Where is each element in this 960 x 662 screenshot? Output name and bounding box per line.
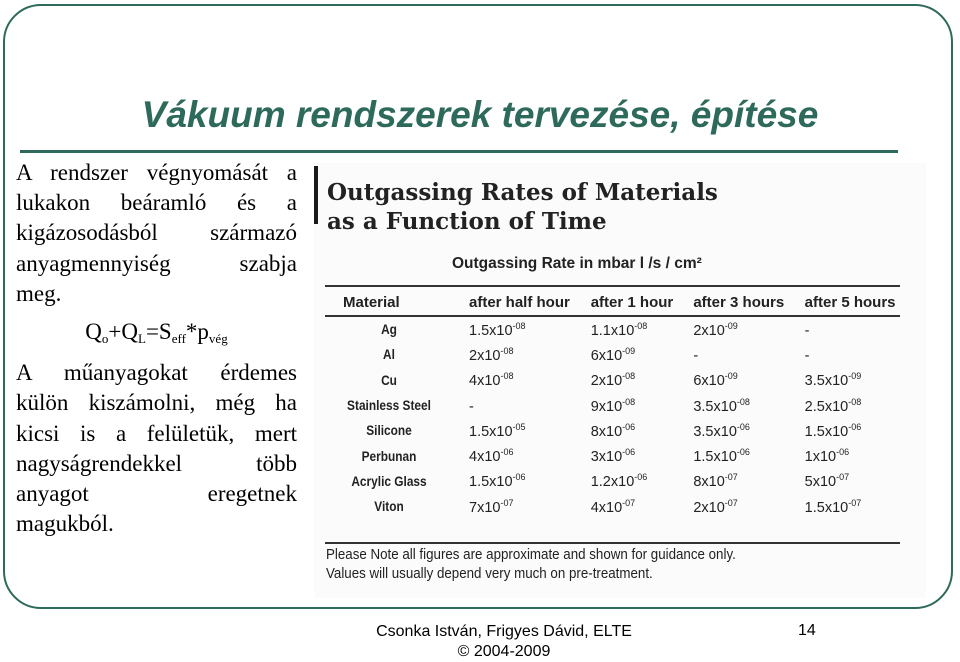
- rate-exponent: -08: [512, 320, 526, 331]
- rate-exponent: -07: [836, 472, 850, 483]
- column-header: after 5 hours: [789, 290, 900, 316]
- formula-sub: L: [138, 331, 146, 347]
- rate-cell: [575, 316, 678, 342]
- rate-mantissa: 9x10: [590, 398, 623, 415]
- rate-cell: [789, 342, 900, 367]
- rate-mantissa: -: [804, 347, 810, 364]
- rate-exponent: -06: [634, 472, 648, 483]
- rate-exponent: -06: [736, 447, 750, 458]
- rate-cell: [575, 494, 678, 519]
- rate-mantissa: 6x10: [590, 347, 623, 364]
- rate-mantissa: 4x10: [469, 449, 501, 466]
- rate-exponent: -07: [724, 472, 738, 483]
- rate-mantissa: -: [693, 347, 699, 364]
- rate-mantissa: 8x10: [693, 474, 725, 491]
- rate-mantissa: 2x10: [693, 322, 725, 339]
- rate-cell: [453, 443, 575, 468]
- rate-exponent: -08: [500, 345, 514, 356]
- rate-mantissa: 1.5x10: [804, 499, 849, 516]
- rate-exponent: -05: [512, 421, 526, 432]
- table-row: [325, 418, 900, 443]
- formula: [16, 317, 297, 354]
- rate-exponent: -09: [724, 320, 738, 331]
- text-line: A műanyagokat érdemes: [16, 360, 297, 386]
- rate-exponent: -06: [500, 447, 514, 458]
- body-text: [16, 158, 297, 539]
- outgassing-table: [325, 290, 900, 519]
- table-row: [325, 393, 900, 418]
- rate-cell: [453, 316, 575, 342]
- rate-exponent: -08: [736, 396, 750, 407]
- text-line: meg.: [16, 280, 62, 306]
- table-row: [325, 494, 900, 519]
- footer-authors: Csonka István, Frigyes Dávid, ELTE: [376, 623, 632, 640]
- rate-cell: [453, 494, 575, 519]
- rate-exponent: -09: [622, 345, 636, 356]
- rate-cell: [677, 418, 788, 443]
- rate-mantissa: 3.5x10: [693, 423, 737, 440]
- table-subtitle: Outgassing Rate in mbar l /s / cm²: [452, 255, 702, 272]
- rate-mantissa: 5x10: [804, 474, 837, 491]
- text-line: lukakon beáramló és a: [16, 190, 297, 216]
- rate-mantissa: 2x10: [469, 347, 501, 364]
- rate-cell: [575, 368, 678, 393]
- rate-cell: [789, 494, 900, 519]
- rate-cell: [677, 316, 788, 342]
- column-header: after 3 hours: [677, 290, 788, 316]
- formula-q: +Q: [108, 319, 138, 345]
- rate-cell: [677, 368, 788, 393]
- title-underline: [20, 150, 898, 153]
- rate-mantissa: 1.5x10: [693, 449, 737, 466]
- table-body: [325, 316, 900, 519]
- text-line: magukból.: [16, 511, 114, 537]
- rate-mantissa: 4x10: [590, 499, 623, 516]
- rate-exponent: -07: [622, 497, 636, 508]
- rate-cell: [575, 418, 678, 443]
- rate-cell: [789, 316, 900, 342]
- rate-exponent: -07: [500, 497, 514, 508]
- rate-mantissa: 7x10: [469, 499, 501, 516]
- material-cell: Acrylic Glass: [351, 473, 427, 489]
- rate-exponent: -09: [724, 371, 738, 382]
- rate-exponent: -07: [724, 497, 738, 508]
- table-row: [325, 368, 900, 393]
- rate-exponent: -06: [512, 472, 526, 483]
- material-cell: Stainless Steel: [347, 398, 431, 414]
- table-row: [325, 469, 900, 494]
- table-note: [326, 546, 736, 584]
- rate-mantissa: -: [469, 398, 474, 415]
- rate-exponent: -08: [500, 371, 514, 382]
- rate-cell: [789, 443, 900, 468]
- rate-mantissa: 4x10: [469, 373, 501, 390]
- table-bottom-rule: [325, 542, 900, 544]
- rate-mantissa: 1.5x10: [804, 423, 849, 440]
- rate-mantissa: 2.5x10: [804, 398, 849, 415]
- material-cell: Perbunan: [361, 448, 417, 464]
- rate-mantissa: 2x10: [693, 499, 725, 516]
- text-line: nagyságrendekkel több: [16, 450, 297, 476]
- rate-cell: [575, 342, 678, 367]
- table-title-line: Outgassing Rates of Materials: [327, 179, 718, 206]
- rate-exponent: -06: [622, 421, 636, 432]
- title-bar-decoration: [314, 166, 318, 224]
- formula-sub: o: [101, 331, 109, 347]
- rate-mantissa: 3.5x10: [804, 373, 849, 390]
- material-cell: Silicone: [366, 423, 412, 439]
- formula-p: *p: [185, 319, 209, 345]
- text-line: anyagot eregetnek: [16, 481, 297, 507]
- table-row: [325, 342, 900, 367]
- table-header-row: [325, 290, 900, 316]
- table-row: [325, 316, 900, 342]
- formula-sub: vég: [208, 331, 228, 347]
- rate-exponent: -08: [634, 320, 648, 331]
- rate-exponent: -08: [622, 396, 636, 407]
- rate-cell: [677, 393, 788, 418]
- text-line: A rendszer végnyomását a: [16, 160, 297, 185]
- rate-cell: [453, 418, 575, 443]
- rate-cell: [453, 368, 575, 393]
- rate-cell: [575, 469, 678, 494]
- rate-cell: [575, 443, 678, 468]
- rate-cell: [453, 393, 575, 418]
- material-cell: Viton: [374, 499, 404, 515]
- rate-mantissa: 1.1x10: [590, 322, 635, 339]
- table-top-rule: [325, 285, 900, 287]
- rate-mantissa: 3.5x10: [693, 398, 737, 415]
- rate-mantissa: -: [804, 322, 810, 339]
- page-number: 14: [798, 622, 816, 639]
- column-header: Material: [325, 290, 453, 316]
- rate-cell: [677, 443, 788, 468]
- rate-exponent: -06: [848, 421, 862, 432]
- slide-title: Vákuum rendszerek tervezése, építése: [141, 94, 819, 135]
- note-line: Please Note all figures are approximate and shown for guidance only.: [326, 547, 736, 563]
- text-line: kicsi is a felületük, mert: [16, 420, 297, 446]
- rate-cell: [789, 393, 900, 418]
- rate-cell: [677, 494, 788, 519]
- rate-mantissa: 2x10: [590, 373, 623, 390]
- note-line: Values will usually depend very much on pre-treatment.: [326, 566, 653, 582]
- table-row: [325, 443, 900, 468]
- table-title: [327, 178, 747, 236]
- column-header: after 1 hour: [575, 290, 678, 316]
- rate-mantissa: 8x10: [590, 423, 623, 440]
- rate-exponent: -06: [736, 421, 750, 432]
- rate-exponent: -06: [836, 447, 850, 458]
- rate-cell: [677, 469, 788, 494]
- rate-cell: [453, 342, 575, 367]
- material-cell: Ag: [381, 322, 397, 338]
- rate-exponent: -08: [622, 371, 636, 382]
- rate-mantissa: 1.5x10: [469, 423, 513, 440]
- rate-mantissa: 1x10: [804, 449, 837, 466]
- rate-cell: [575, 393, 678, 418]
- rate-mantissa: 3x10: [590, 449, 623, 466]
- rate-mantissa: 1.2x10: [590, 474, 635, 491]
- footer-years: © 2004-2009: [457, 643, 551, 660]
- column-header: after half hour: [453, 290, 575, 316]
- text-line: kigázosodásból származó: [16, 220, 297, 246]
- material-cell: Al: [383, 347, 395, 363]
- rate-mantissa: 6x10: [693, 373, 725, 390]
- rate-cell: [453, 469, 575, 494]
- rate-cell: [789, 368, 900, 393]
- formula-s: =S: [145, 319, 172, 345]
- formula-q: Q: [85, 319, 102, 345]
- material-cell: Cu: [381, 372, 397, 388]
- rate-cell: [789, 418, 900, 443]
- rate-mantissa: 1.5x10: [469, 474, 513, 491]
- rate-exponent: -09: [848, 371, 862, 382]
- footer-credits: [345, 622, 663, 662]
- rate-cell: [789, 469, 900, 494]
- rate-exponent: -07: [848, 497, 862, 508]
- rate-mantissa: 1.5x10: [469, 322, 513, 339]
- rate-exponent: -08: [848, 396, 862, 407]
- rate-cell: [677, 342, 788, 367]
- rate-exponent: -06: [622, 447, 636, 458]
- text-line: külön kiszámolni, még ha: [16, 390, 297, 416]
- formula-sub: eff: [171, 331, 186, 347]
- text-line: anyagmennyiség szabja: [16, 250, 297, 276]
- table-title-line: as a Function of Time: [327, 208, 607, 235]
